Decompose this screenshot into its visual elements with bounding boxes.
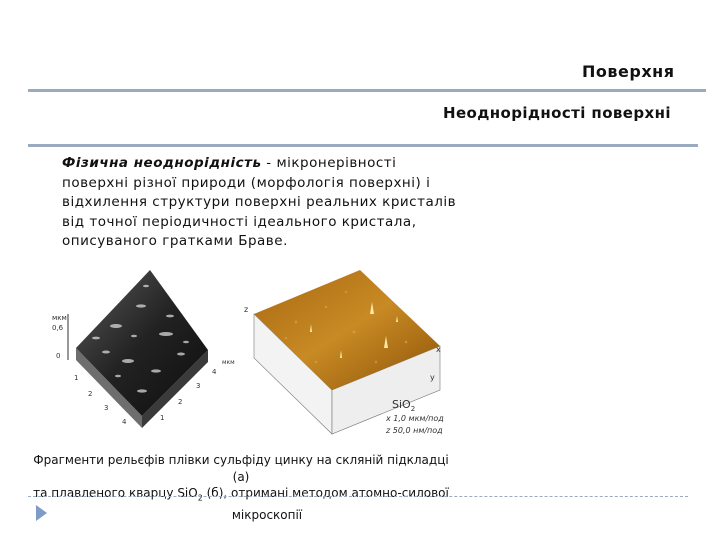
next-slide-arrow-icon[interactable] (36, 505, 47, 521)
caption-line-1: Фрагменти рельєфів плівки сульфіду цинку на скляній підкладці (а) (33, 453, 449, 484)
afm-x-unit: мкм (222, 359, 235, 366)
caption-line-2b: (б), отримані методом атомно-силової (202, 486, 449, 500)
afm-y-tick-2: 2 (178, 398, 183, 406)
afm-y-tick-3: 3 (196, 382, 201, 390)
footer-rule (28, 496, 688, 497)
definition-paragraph (62, 154, 462, 252)
afm-y-tick-4: 4 (212, 368, 217, 376)
slide-subtitle: Неоднорідності поверхні (443, 104, 671, 122)
afm2-axis-y: y (430, 373, 435, 382)
definition-text: - мікронерівності поверхні різної природи (морфологія поверхні) і відхилення структури поверхні реальних кристалів від точної періодичності ідеального кристала, описуваного гратками Браве. (62, 155, 457, 250)
definition-term: Фізична неоднорідність (62, 155, 262, 171)
afm-y-tick-1: 1 (160, 414, 165, 422)
header-rule (28, 89, 706, 92)
afm2-axis-z: z (244, 305, 249, 314)
afm-x-tick-4: 4 (122, 418, 127, 426)
caption-line-3: мікроскопії (231, 507, 303, 522)
slide-title: Поверхня (582, 62, 675, 81)
caption-subscript: 2 (197, 493, 203, 503)
afm-x-tick-3: 3 (104, 404, 109, 412)
afm2-scale-x: x 1,0 мкм/под (386, 414, 444, 423)
afm-image-zns (46, 256, 249, 436)
afm-image-sio2 (236, 262, 460, 442)
figure-caption (28, 452, 454, 523)
subtitle-rule (28, 144, 698, 147)
caption-line-2a: та плавленого кварцу SiO (33, 486, 198, 500)
afm-x-tick-1: 1 (74, 374, 79, 382)
afm2-material-label: SiO$_2$ (392, 398, 416, 413)
afm2-axis-x: x (436, 345, 441, 354)
afm-z-tick-zero: 0 (56, 352, 61, 360)
afm-z-tick-top: 0,6 (52, 324, 64, 332)
afm2-scale-z: z 50,0 нм/под (386, 426, 443, 435)
afm-x-tick-2: 2 (88, 390, 93, 398)
afm-z-unit: мкм (52, 314, 67, 322)
afm-surface (76, 270, 208, 416)
